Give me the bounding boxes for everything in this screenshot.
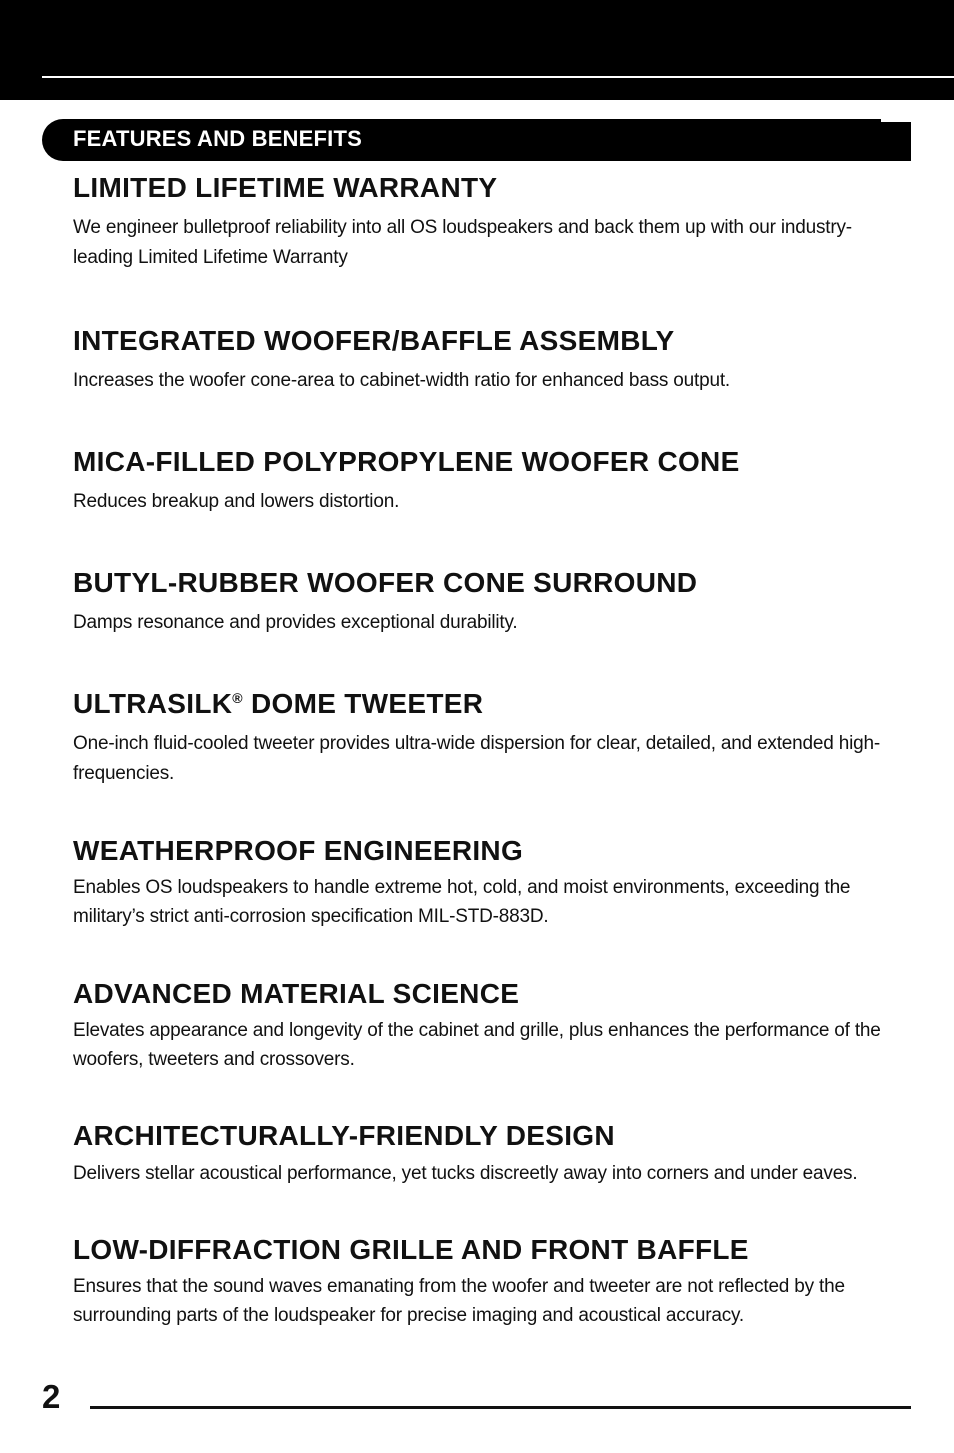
feature-title: WEATHERPROOF ENGINEERING [73,835,524,866]
feature-title-main: ULTRASILK [73,688,233,719]
feature-description: Elevates appearance and longevity of the cabinet and grille, plus enhances the performance of the woofers, tweeters and crossovers. [73,1020,881,1070]
feature-warranty [73,171,905,273]
feature-title: MICA-FILLED POLYPROPYLENE WOOFER CONE [73,446,740,477]
feature-description: We engineer bulletproof reliability into all OS loudspeakers and back them up with our industry-leading Limited Lifetime Warranty [73,217,852,268]
feature-title: BUTYL-RUBBER WOOFER CONE SURROUND [73,567,698,598]
feature-architectural-design [73,1119,905,1189]
feature-description: Reduces breakup and lowers distortion. [73,491,400,512]
feature-description: Increases the woofer cone-area to cabinet-width ratio for enhanced bass output. [73,370,730,391]
header-band [0,0,954,100]
feature-title [73,687,905,721]
feature-description: Delivers stellar acoustical performance, yet tucks discreetly away into corners and under eaves. [73,1163,858,1184]
feature-low-diffraction [73,1233,905,1330]
feature-description: Ensures that the sound waves emanating from the woofer and tweeter are not reflected by the surrounding parts of the loudspeaker for precise imaging and acoustical accuracy. [73,1276,845,1326]
section-header-bar [42,119,911,161]
feature-title: INTEGRATED WOOFER/BAFFLE ASSEMBLY [73,325,675,356]
feature-cone-surround [73,566,905,638]
feature-title: LOW-DIFFRACTION GRILLE AND FRONT BAFFLE [73,1234,749,1265]
page-number: 2 [42,1378,61,1415]
feature-material-science [73,977,905,1074]
feature-weatherproof [73,834,905,931]
section-title: FEATURES AND BENEFITS [73,126,362,151]
footer-rule [90,1406,911,1409]
section-bar-notch [881,119,911,122]
registered-mark: ® [232,690,243,706]
feature-title-rest: DOME TWEETER [242,688,484,719]
feature-title: LIMITED LIFETIME WARRANTY [73,172,498,203]
feature-woofer-baffle [73,324,905,396]
feature-woofer-cone [73,445,905,517]
feature-description: One-inch fluid-cooled tweeter provides ultra-wide dispersion for clear, detailed, and extended high-frequencies. [73,733,880,784]
feature-tweeter [73,687,905,789]
feature-description: Enables OS loudspeakers to handle extreme hot, cold, and moist environments, exceeding the military’s strict anti-corrosion specification MIL-STD-883D. [73,877,851,927]
feature-title: ADVANCED MATERIAL SCIENCE [73,978,520,1009]
header-rule [42,76,954,78]
feature-title: ARCHITECTURALLY-FRIENDLY DESIGN [73,1120,615,1151]
feature-description: Damps resonance and provides exceptional durability. [73,612,518,633]
